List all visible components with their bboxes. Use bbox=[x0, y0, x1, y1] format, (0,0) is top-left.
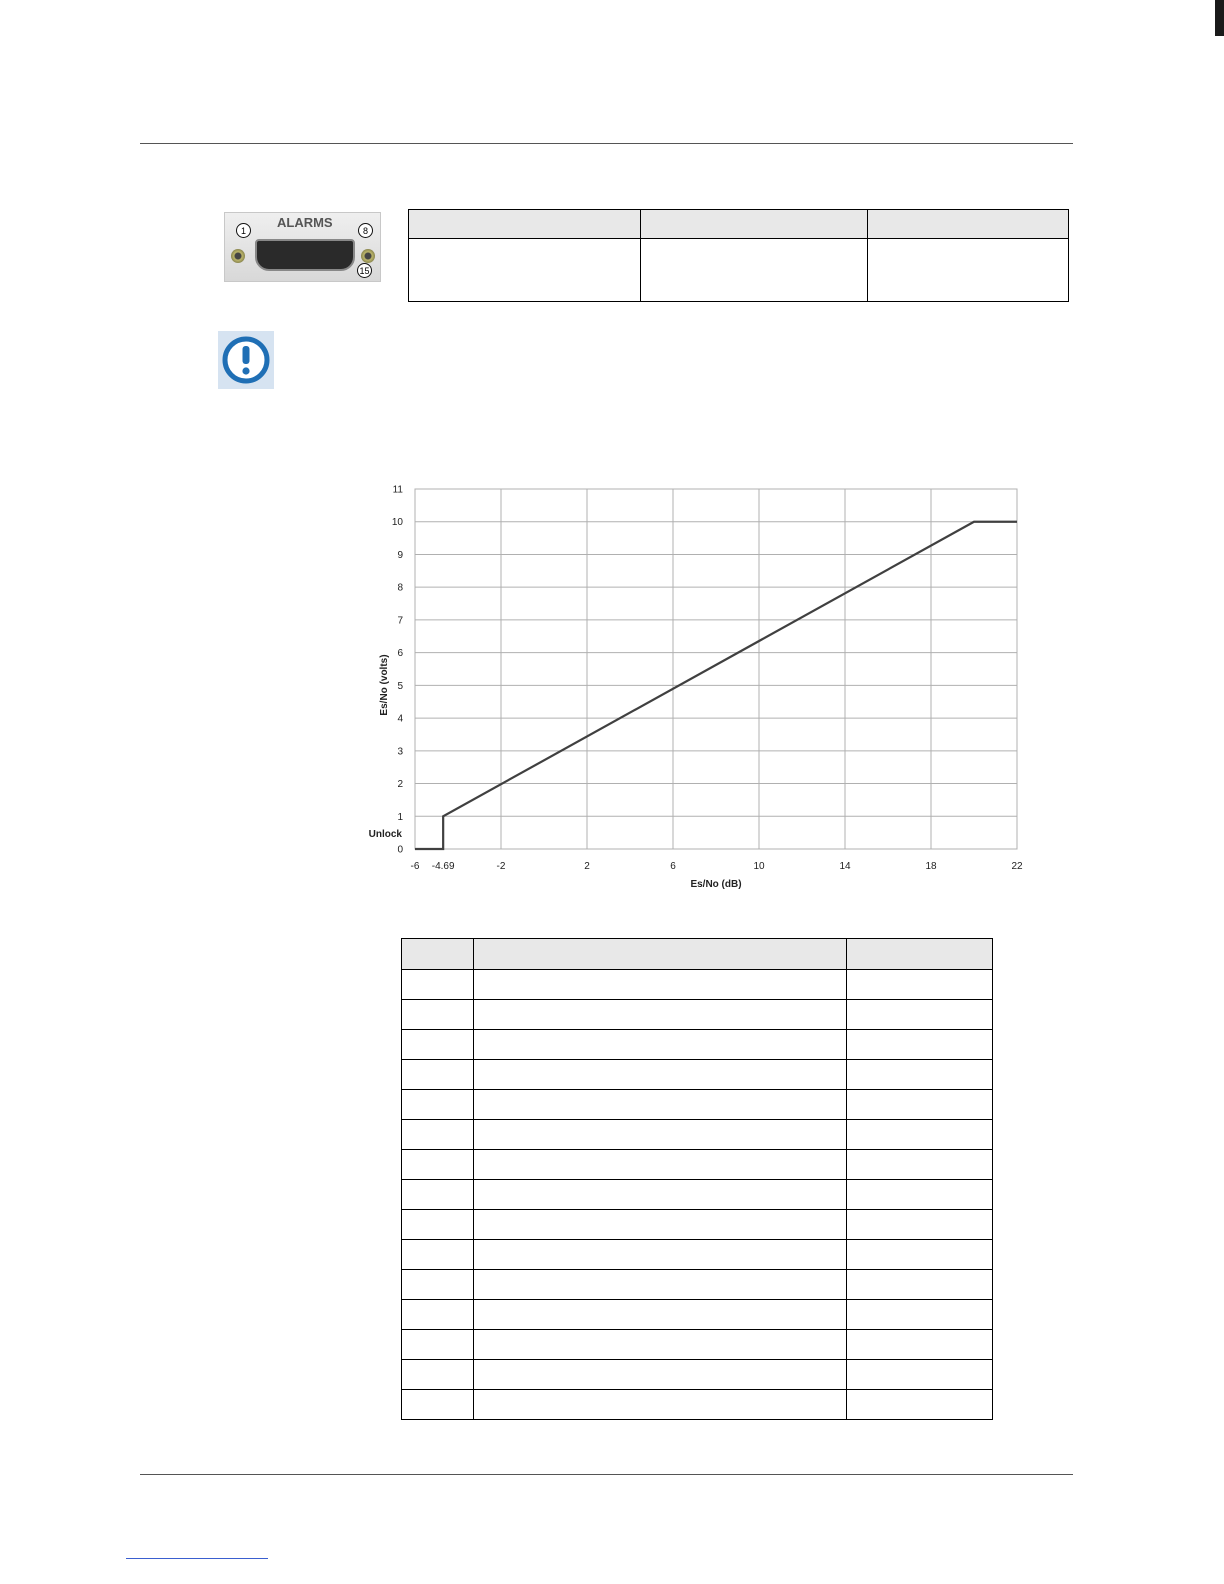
table-cell bbox=[402, 1030, 474, 1060]
table-cell bbox=[473, 1270, 847, 1300]
pin-callout-1: 1 bbox=[236, 223, 251, 238]
table-header-cell bbox=[409, 210, 641, 239]
alarms-connector-photo bbox=[224, 212, 381, 282]
table-cell bbox=[473, 1090, 847, 1120]
table-cell bbox=[847, 1030, 993, 1060]
table-cell bbox=[402, 970, 474, 1000]
table-header-cell bbox=[402, 939, 474, 970]
y-tick-label: 4 bbox=[397, 713, 403, 725]
unlock-annotation: Unlock bbox=[368, 829, 402, 840]
y-tick-label: 10 bbox=[391, 517, 403, 529]
table-row bbox=[402, 1360, 993, 1390]
table-row bbox=[402, 1300, 993, 1330]
table-row bbox=[402, 1060, 993, 1090]
table-row bbox=[402, 1000, 993, 1030]
table-cell bbox=[402, 1090, 474, 1120]
table-cell bbox=[409, 239, 641, 302]
table-cell bbox=[473, 1330, 847, 1360]
table-cell bbox=[402, 1060, 474, 1090]
important-exclamation-icon bbox=[218, 331, 274, 389]
x-tick-label: 2 bbox=[584, 861, 590, 872]
table-row bbox=[402, 1090, 993, 1120]
table-cell bbox=[402, 1270, 474, 1300]
table-cell bbox=[868, 239, 1069, 302]
x-tick-label: 14 bbox=[839, 861, 851, 872]
table-cell bbox=[847, 1060, 993, 1090]
chart-gridlines bbox=[415, 489, 1017, 849]
table-cell bbox=[847, 1180, 993, 1210]
footer-rule bbox=[140, 1474, 1073, 1475]
table-cell bbox=[473, 1180, 847, 1210]
table-row bbox=[402, 1120, 993, 1150]
table-cell bbox=[847, 1120, 993, 1150]
table-row bbox=[409, 239, 1069, 302]
right-screw bbox=[361, 249, 375, 263]
table-cell bbox=[402, 1180, 474, 1210]
y-tick-label: 5 bbox=[397, 680, 403, 692]
y-tick-label: 7 bbox=[397, 615, 403, 627]
y-tick-label: 6 bbox=[397, 648, 403, 660]
connector-label: ALARMS bbox=[277, 215, 333, 230]
table-cell bbox=[402, 1000, 474, 1030]
table-cell bbox=[473, 1360, 847, 1390]
table-cell bbox=[473, 1120, 847, 1150]
table-cell bbox=[402, 1390, 474, 1420]
table-header-cell bbox=[473, 939, 847, 970]
table-cell bbox=[847, 1240, 993, 1270]
y-tick-label: 8 bbox=[397, 582, 403, 594]
y-tick-label: 2 bbox=[397, 779, 403, 791]
table-cell bbox=[402, 1120, 474, 1150]
footer-link-underline bbox=[126, 1558, 268, 1559]
header-rule bbox=[140, 143, 1073, 144]
x-tick-label: -6 bbox=[410, 861, 420, 872]
table-row bbox=[402, 1150, 993, 1180]
table-cell bbox=[847, 1270, 993, 1300]
table-cell bbox=[402, 1240, 474, 1270]
table-cell bbox=[402, 1210, 474, 1240]
table-cell bbox=[473, 1150, 847, 1180]
x-tick-label: 22 bbox=[1011, 861, 1023, 872]
table-row bbox=[402, 1210, 993, 1240]
pin-callout-15: 15 bbox=[357, 263, 372, 278]
table-row bbox=[402, 1180, 993, 1210]
pin-callout-8: 8 bbox=[358, 223, 373, 238]
table-cell bbox=[402, 1300, 474, 1330]
table-cell bbox=[847, 1390, 993, 1420]
table-row bbox=[402, 1390, 993, 1420]
table-cell bbox=[847, 970, 993, 1000]
table-cell bbox=[641, 239, 868, 302]
table-cell bbox=[473, 1300, 847, 1330]
page-edge-marker bbox=[1215, 0, 1224, 36]
x-tick-label: 6 bbox=[670, 861, 676, 872]
table-cell bbox=[402, 1330, 474, 1360]
x-tick-label: -4.69 bbox=[431, 861, 455, 872]
table-header-cell bbox=[641, 210, 868, 239]
x-tick-label: -2 bbox=[496, 861, 506, 872]
table-header-cell bbox=[847, 939, 993, 970]
table-cell bbox=[473, 1210, 847, 1240]
table-cell bbox=[402, 1360, 474, 1390]
y-tick-label: 0 bbox=[397, 844, 403, 856]
table-row bbox=[402, 1240, 993, 1270]
table-cell bbox=[473, 1060, 847, 1090]
table-cell bbox=[402, 1150, 474, 1180]
y-tick-label: 3 bbox=[397, 746, 403, 758]
table-cell bbox=[847, 1000, 993, 1030]
connector-table bbox=[408, 209, 1069, 302]
left-screw bbox=[231, 249, 245, 263]
table-cell bbox=[847, 1150, 993, 1180]
x-axis-label: Es/No (dB) bbox=[690, 879, 742, 890]
table-cell bbox=[847, 1210, 993, 1240]
y-tick-label: 9 bbox=[397, 549, 403, 561]
es-no-voltage-chart bbox=[355, 475, 1045, 905]
plot-area bbox=[415, 489, 1017, 849]
table-cell bbox=[847, 1300, 993, 1330]
table-cell bbox=[473, 1390, 847, 1420]
y-tick-label: 1 bbox=[397, 811, 403, 823]
table-cell bbox=[473, 970, 847, 1000]
signal-table bbox=[401, 938, 993, 1420]
db15-connector bbox=[255, 239, 355, 271]
table-header-row bbox=[409, 210, 1069, 239]
x-tick-label: 18 bbox=[925, 861, 937, 872]
table-header-row bbox=[402, 939, 993, 970]
table-cell bbox=[847, 1090, 993, 1120]
table-cell bbox=[847, 1360, 993, 1390]
table-header-cell bbox=[868, 210, 1069, 239]
table-cell bbox=[473, 1000, 847, 1030]
table-row bbox=[402, 1270, 993, 1300]
y-axis-label: Es/No (volts) bbox=[379, 654, 390, 716]
x-tick-label: 10 bbox=[753, 861, 765, 872]
y-tick-label: 11 bbox=[392, 484, 403, 496]
table-cell bbox=[473, 1030, 847, 1060]
table-row bbox=[402, 970, 993, 1000]
table-row bbox=[402, 1030, 993, 1060]
table-cell bbox=[847, 1330, 993, 1360]
table-row bbox=[402, 1330, 993, 1360]
table-cell bbox=[473, 1240, 847, 1270]
